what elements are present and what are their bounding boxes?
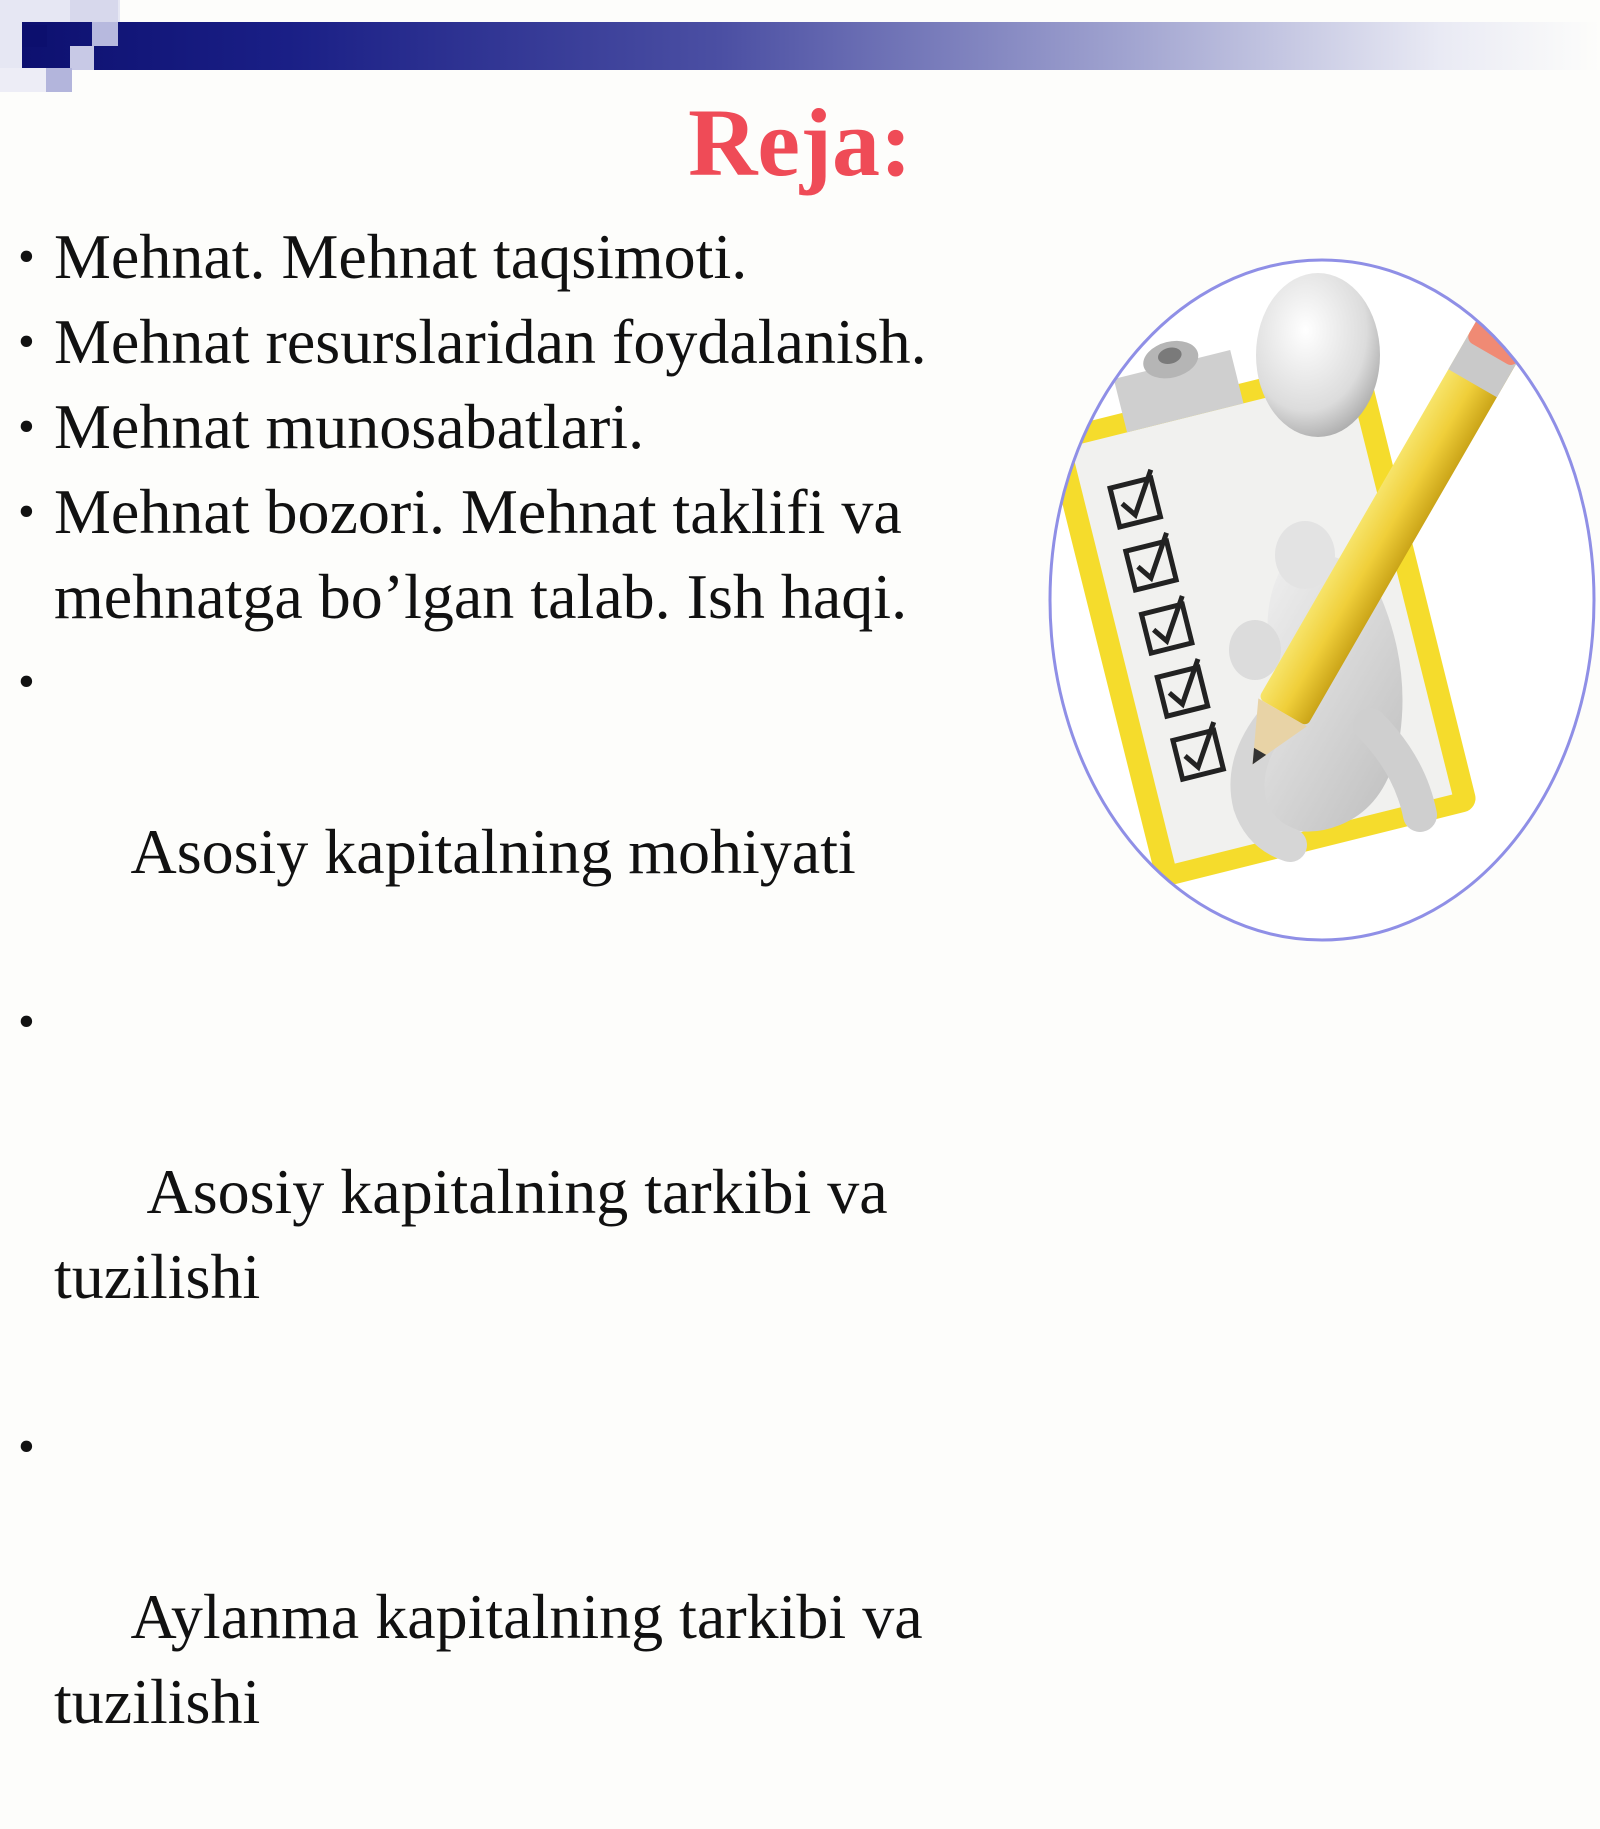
- agenda-item-text: Mehnat bozori. Mehnat taklifi va mehnatga bo’lgan talab. Ish haqi.: [54, 476, 908, 632]
- bullet-icon: •: [18, 1420, 35, 1473]
- agenda-item: [18, 214, 1038, 299]
- bullet-icon: •: [18, 230, 35, 283]
- agenda-list: [18, 214, 1038, 1829]
- bullet-icon: •: [18, 655, 35, 708]
- hand-icon: [1275, 521, 1335, 589]
- agenda-item: [18, 384, 1038, 469]
- agenda-item-text: Mehnat munosabatlari.: [54, 391, 645, 462]
- agenda-item-text: Asosiy kapitalning tarkibi va tuzilishi: [54, 1156, 904, 1312]
- bullet-icon: •: [18, 995, 35, 1048]
- agenda-item-text: Asosiy kapitalning mohiyati: [118, 816, 856, 887]
- hand-icon: [1229, 620, 1281, 680]
- bullet-icon: •: [18, 400, 35, 453]
- agenda-item-text: Mehnat resurslaridan foydalanish.: [54, 306, 927, 377]
- bullet-icon: •: [18, 485, 35, 538]
- agenda-item-text: Aylanma kapitalning tarkibi va tuzilishi: [54, 1581, 939, 1737]
- agenda-item: [18, 979, 1038, 1404]
- agenda-item: [18, 299, 1038, 384]
- top-gradient-bar: [0, 22, 1600, 70]
- slide-title: Reja:: [688, 89, 912, 196]
- agenda-item-text: Mehnat. Mehnat taqsimoti.: [54, 221, 748, 292]
- agenda-item: [18, 639, 1038, 979]
- agenda-item: [18, 1404, 1038, 1829]
- agenda-item: [18, 469, 1038, 639]
- bullet-icon: •: [18, 315, 35, 368]
- checklist-figure-icon: [1040, 255, 1600, 965]
- corner-squares-decoration: [0, 0, 130, 100]
